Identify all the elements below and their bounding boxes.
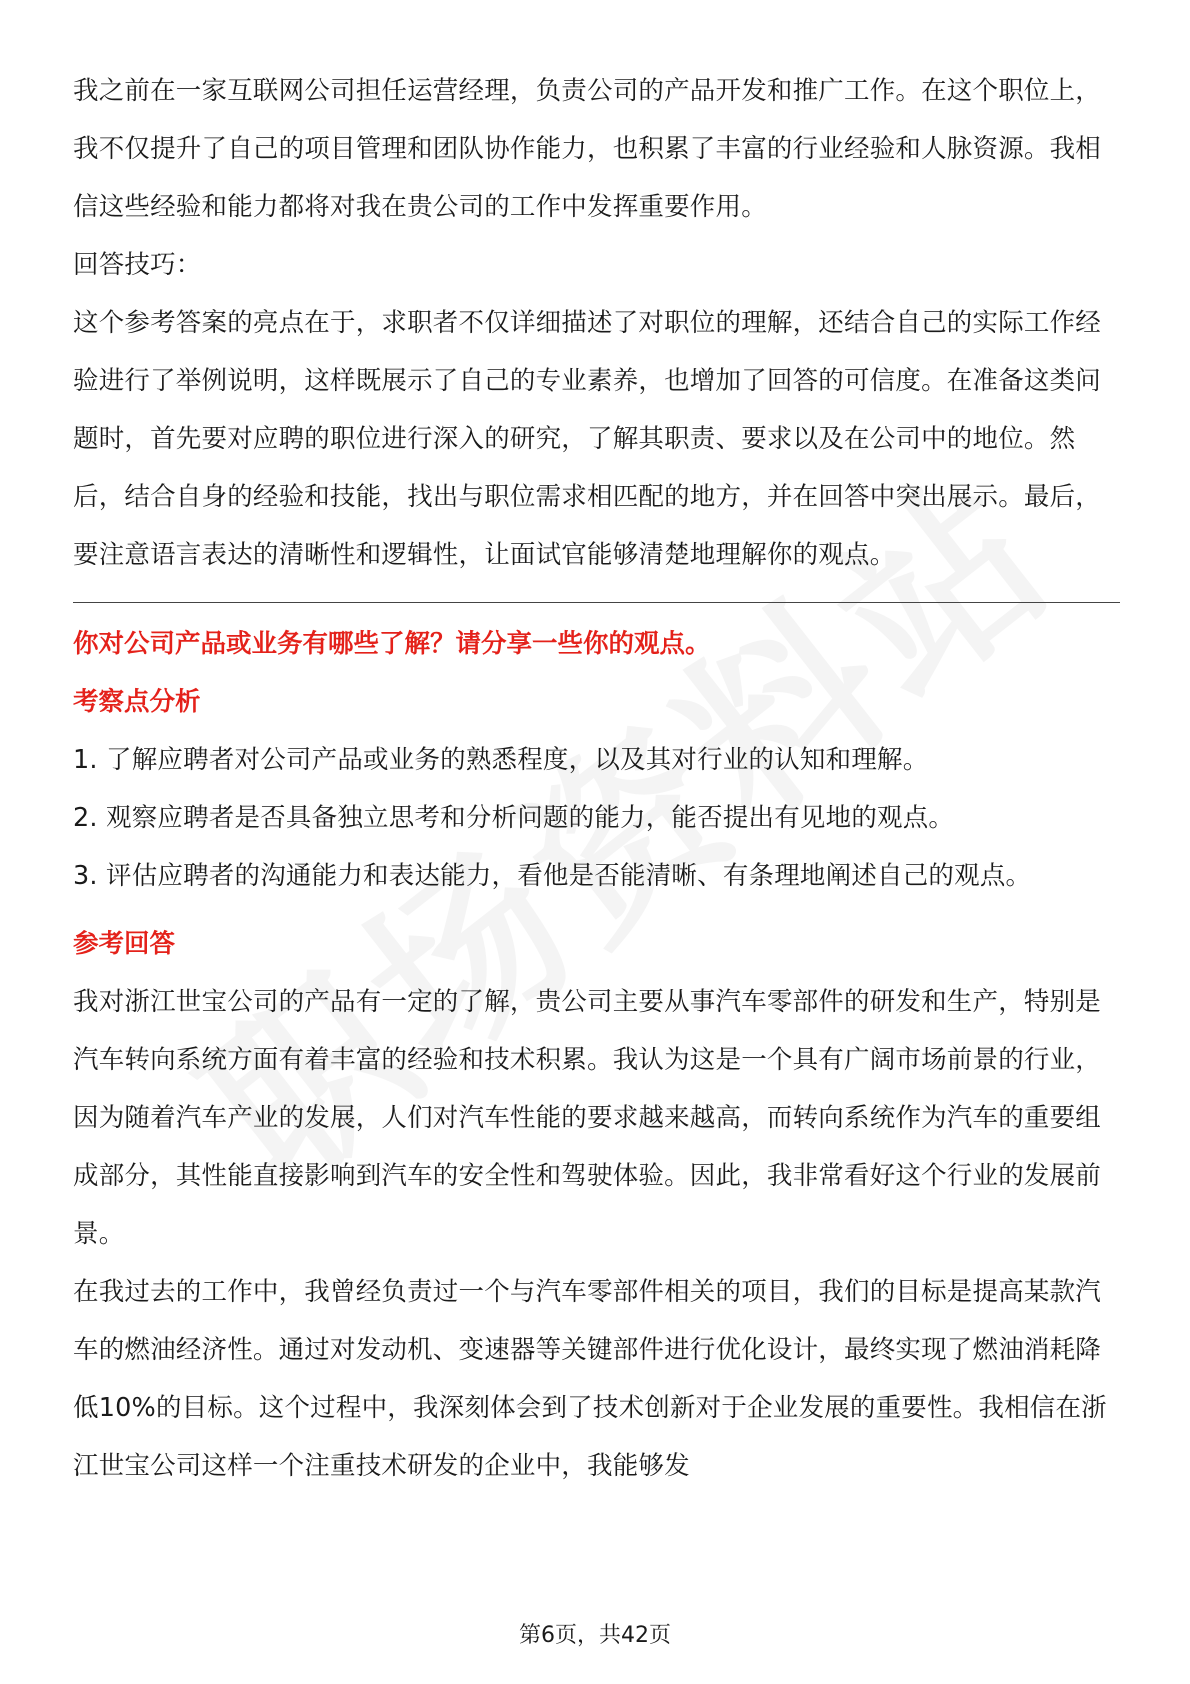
analysis-heading: 考察点分析 bbox=[73, 687, 201, 717]
section-divider bbox=[73, 602, 1120, 603]
reference-paragraph: 在我过去的工作中，我曾经负责过一个与汽车零部件相关的项目，我们的目标是提高某款汽车的燃油经济性。通过对发动机、变速器等关键部件进行优化设计，最终实现了燃油消耗降低10%的目标。这个过程中，我深刻体会到了技术创新对于企业发展的重要性。我相信在浙江世宝公司这样一个注重技术研发的企业中，我能够发 bbox=[73, 1277, 1107, 1481]
question-heading: 你对公司产品或业务有哪些了解？请分享一些你的观点。 bbox=[73, 629, 711, 659]
answer-tips-label: 回答技巧： bbox=[73, 250, 202, 280]
reference-heading: 参考回答 bbox=[73, 929, 176, 959]
page-number: 第6页，共42页 bbox=[519, 1623, 671, 1648]
analysis-item: 2. 观察应聘者是否具备独立思考和分析问题的能力，能否提出有见地的观点。 bbox=[73, 803, 955, 833]
answer-tips-paragraph: 这个参考答案的亮点在于，求职者不仅详细描述了对职位的理解，还结合自己的实际工作经验进行了举例说明，这样既展示了自己的专业素养，也增加了回答的可信度。在准备这类问题时，首先要对应聘的职位进行深入的研究，了解其职责、要求以及在公司中的地位。然后，结合自身的经验和技能，找出与职位需求相匹配的地方，并在回答中突出展示。最后，要注意语言表达的清晰性和逻辑性，让面试官能够清楚地理解你的观点。 bbox=[73, 308, 1102, 570]
analysis-item: 1. 了解应聘者对公司产品或业务的熟悉程度，以及其对行业的认知和理解。 bbox=[73, 745, 929, 775]
intro-paragraph: 我之前在一家互联网公司担任运营经理，负责公司的产品开发和推广工作。在这个职位上，我不仅提升了自己的项目管理和团队协作能力，也积累了丰富的行业经验和人脉资源。我相信这些经验和能力都将对我在贵公司的工作中发挥重要作用。 bbox=[73, 76, 1102, 222]
document-page bbox=[73, 62, 1120, 1495]
reference-paragraph: 我对浙江世宝公司的产品有一定的了解，贵公司主要从事汽车零部件的研发和生产，特别是汽车转向系统方面有着丰富的经验和技术积累。我认为这是一个具有广阔市场前景的行业，因为随着汽车产业的发展，人们对汽车性能的要求越来越高，而转向系统作为汽车的重要组成部分，其性能直接影响到汽车的安全性和驾驶体验。因此，我非常看好这个行业的发展前景。 bbox=[73, 987, 1102, 1249]
analysis-item: 3. 评估应聘者的沟通能力和表达能力，看他是否能清晰、有条理地阐述自己的观点。 bbox=[73, 861, 1032, 891]
